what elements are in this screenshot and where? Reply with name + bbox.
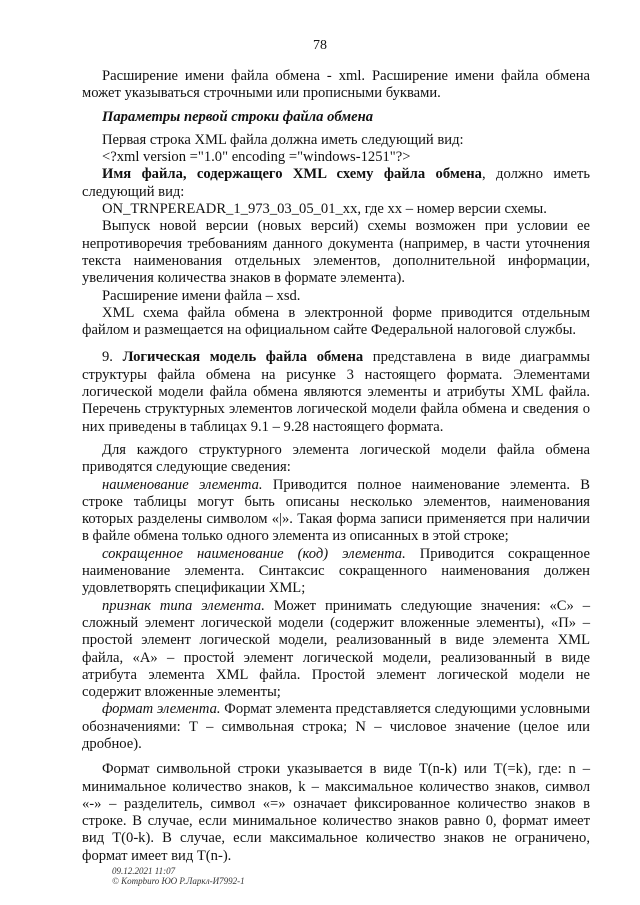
footer-timestamp: 09.12.2021 11:07: [112, 866, 176, 876]
paragraph-first-line-intro: Первая строка XML файла должна иметь следующий вид:: [102, 131, 464, 148]
paragraph-element-format: [82, 701, 590, 753]
logical-model-heading: Логическая модель файла обмена: [122, 349, 364, 366]
element-code-desc: Приводится сокращенное наименование элемента. Синтаксис сокращенного наименования должен удовлетворять спецификации XML;: [82, 545, 590, 597]
logical-model-rest: представлена в виде диаграммы структуры файла обмена на рисунке 3 настоящего формата. Элементами логической модели файла обмена являются элементы и атрибуты XML файла. Перечень структурных элементов логической модели файла обмена и сведения о них приведены в таблицах 9.1 – 9.28 настоящего формата.: [82, 349, 590, 435]
section-number: 9.: [102, 349, 123, 366]
paragraph-logical-model: [82, 349, 590, 435]
element-type-term: признак типа элемента.: [102, 597, 265, 614]
paragraph-extension: Расширение имени файла обмена - xml. Расширение имени файла обмена может указываться строчными или прописными буквами.: [82, 68, 590, 102]
paragraph-element-name: [82, 477, 590, 546]
footer-source: © Kompburo ЮО Р.Ларкл-И7992-1: [112, 876, 245, 886]
schema-name-heading: Имя файла, содержащего XML схему файла обмена: [102, 166, 482, 183]
footer-stamp: [112, 866, 245, 886]
element-format-desc: Формат элемента представляется следующими условными обозначениями: Т – символьная строка; N – числовое значение (целое или дробное).: [82, 701, 590, 752]
element-format-term: формат элемента.: [102, 701, 221, 718]
paragraph-new-version: Выпуск новой версии (новых версий) схемы возможен при условии ее непротиворечия требованиям данного документа (например, в части уточнения текста наименования отдельных элементов, дополнительной информации, увеличения количества знаков в формате элемента).: [82, 218, 590, 287]
paragraph-element-code: [82, 546, 590, 598]
element-name-term: наименование элемента.: [102, 476, 263, 493]
paragraph-element-type: [82, 598, 590, 702]
element-type-desc: Может принимать следующие значения: «С» – сложный элемент логической модели (содержит вложенные элементы), «П» – простой элемент логической модели, реализованный в виде элемента XML файла, «А» – простой элемент логической модели, реализованный в виде атрибута элемента XML файла. Простой элемент логической модели не содержит вложенные элементы;: [82, 597, 590, 701]
paragraph-xsd-extension: Расширение имени файла – xsd.: [102, 287, 301, 304]
paragraph-schema-name: [82, 166, 590, 201]
xml-declaration: <?xml version ="1.0" encoding ="windows-1251"?>: [102, 149, 411, 166]
paragraph-schema-publication: XML схема файла обмена в электронной форме приводится отдельным файлом и размещается на официальном сайте Федеральной налоговой службы.: [82, 304, 590, 339]
paragraph-string-format: Формат символьной строки указывается в виде Т(n-k) или Т(=k), где: n – минимальное количество знаков, k – максимальное количество знаков, символ «-» – разделитель, символ «=» означает фиксированное количество знаков в строке. В случае, если минимальное количество знаков равно 0, формат имеет вид Т(0-k). В случае, если максимальное количество знаков не ограничено, формат имеет вид Т(n-).: [82, 761, 590, 864]
schema-name-rest: , должно иметь следующий вид:: [82, 166, 590, 200]
page-number: 78: [313, 38, 327, 53]
element-name-desc: Приводится полное наименование элемента. В строке таблицы могут быть описаны несколько элементов, наименования которых разделены символом «|». Такая форма записи применяется при наличии в файле обмена только одного элемента из описанных в этой строке;: [82, 476, 590, 545]
schema-file-name: ON_TRNPEREADR_1_973_03_05_01_xx, где хх – номер версии схемы.: [102, 201, 547, 218]
element-code-term: сокращенное наименование (код) элемента.: [102, 545, 406, 562]
section-heading-first-line: Параметры первой строки файла обмена: [102, 108, 374, 125]
paragraph-element-info-intro: Для каждого структурного элемента логической модели файла обмена приводятся следующие сведения:: [82, 441, 590, 476]
document-body: [82, 68, 590, 865]
